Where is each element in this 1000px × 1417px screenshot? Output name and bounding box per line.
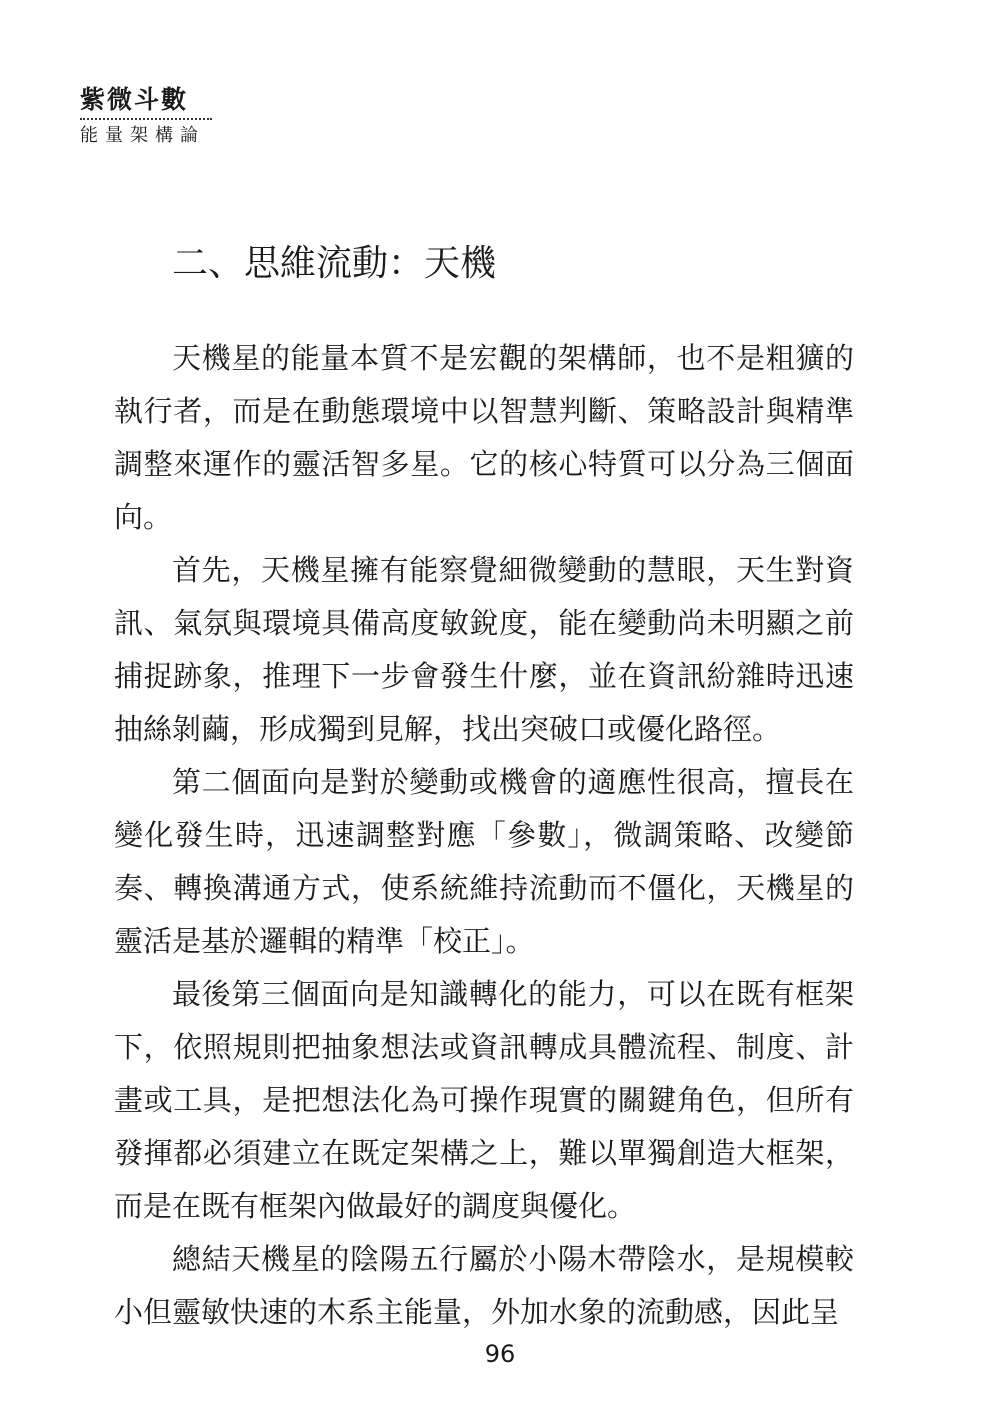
paragraph-1: 天機星的能量本質不是宏觀的架構師，也不是粗獷的執行者，而是在動態環境中以智慧判斷、策略設計與精準調整來運作的靈活智多星。它的核心特質可以分為三個面向。: [114, 341, 854, 534]
page-number: 96: [484, 1340, 516, 1368]
section-heading: 二、思維流動：天機: [172, 243, 497, 284]
header-dotted-rule: [80, 118, 212, 120]
paragraph-5: 總結天機星的陰陽五行屬於小陽木帶陰水，是規模較小但靈敏快速的木系主能量，外加水象的流動感，因此呈: [114, 1242, 854, 1329]
running-head: [80, 84, 220, 149]
book-title: 紫微斗數: [80, 85, 189, 114]
body-text: [114, 332, 854, 1339]
paragraph-2: 首先，天機星擁有能察覺細微變動的慧眼，天生對資訊、氣氛與環境具備高度敏銳度，能在變動尚未明顯之前捕捉跡象，推理下一步會發生什麼，並在資訊紛雜時迅速抽絲剝繭，形成獨到見解，找出突破口或優化路徑。: [114, 553, 854, 746]
paragraph-4: 最後第三個面向是知識轉化的能力，可以在既有框架下，依照規則把抽象想法或資訊轉成具體流程、制度、計畫或工具，是把想法化為可操作現實的關鍵角色，但所有發揮都必須建立在既定架構之上，難以單獨創造大框架，而是在既有框架內做最好的調度與優化。: [114, 977, 854, 1223]
book-subtitle: 能量架構論: [80, 125, 205, 146]
paragraph-3: 第二個面向是對於變動或機會的適應性很高，擅長在變化發生時，迅速調整對應「參數」，微調策略、改變節奏、轉換溝通方式，使系統維持流動而不僵化，天機星的靈活是基於邏輯的精準「校正」。: [114, 765, 854, 958]
